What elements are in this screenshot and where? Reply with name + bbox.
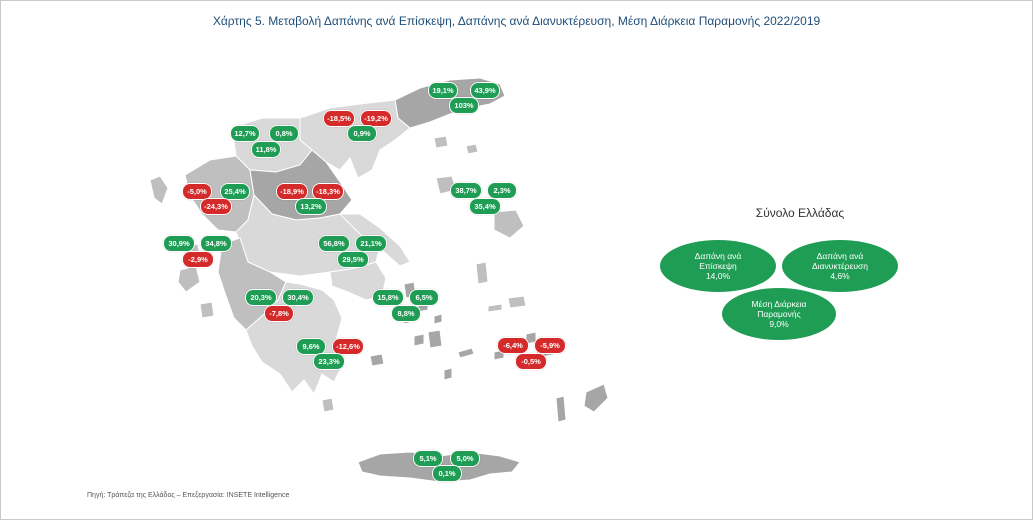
totals-title: Σύνολο Ελλάδας bbox=[755, 206, 845, 220]
island-milos bbox=[370, 354, 384, 366]
island-santorini bbox=[444, 368, 452, 380]
badge-central-macedonia-visit: -18,5% bbox=[323, 110, 355, 127]
island-zakynthos bbox=[200, 302, 214, 318]
total-spend-per-night bbox=[782, 240, 898, 292]
badge-attica-stay: 8,8% bbox=[391, 305, 421, 322]
badge-epirus-stay: -24,3% bbox=[200, 198, 232, 215]
island-samos bbox=[508, 296, 526, 308]
badge-ionian-visit: 30,9% bbox=[163, 235, 195, 252]
badge-thessaly-visit: -18,9% bbox=[276, 183, 308, 200]
badge-crete-night: 5,0% bbox=[450, 450, 480, 467]
island-naxos bbox=[428, 330, 442, 348]
island-amorgos bbox=[458, 348, 474, 358]
badge-attica-night: 6,5% bbox=[409, 289, 439, 306]
badge-western-macedonia-visit: 12,7% bbox=[230, 125, 260, 142]
total-avg-stay bbox=[722, 288, 836, 340]
badge-central-greece-night: 21,1% bbox=[355, 235, 387, 252]
badge-western-greece-visit: 20,3% bbox=[245, 289, 277, 306]
total-spend-per-visit bbox=[660, 240, 776, 292]
badge-crete-stay: 0,1% bbox=[432, 465, 462, 482]
island-chios bbox=[476, 262, 488, 284]
badge-central-macedonia-stay: 0,9% bbox=[347, 125, 377, 142]
badge-western-greece-stay: -7,8% bbox=[264, 305, 294, 322]
island-paros bbox=[414, 334, 424, 346]
badge-central-greece-stay: 29,5% bbox=[337, 251, 369, 268]
source-note: Πηγή: Τράπεζα της Ελλάδος – Επεξεργασία: INSETE Intelligence bbox=[87, 492, 290, 499]
badge-east-macedonia-thrace-night: 43,9% bbox=[470, 82, 500, 99]
badge-south-aegean-night: -5,9% bbox=[534, 337, 566, 354]
badge-epirus-night: 25,4% bbox=[220, 183, 250, 200]
total-spend-per-visit-label: Δαπάνη ανά Επίσκεψη bbox=[694, 251, 742, 271]
badge-crete-visit: 5,1% bbox=[413, 450, 443, 467]
badge-peloponnese-stay: 23,3% bbox=[313, 353, 345, 370]
badge-thessaly-stay: 13,2% bbox=[295, 198, 327, 215]
badge-north-aegean-visit: 38,7% bbox=[450, 182, 482, 199]
badge-ionian-stay: -2,9% bbox=[182, 251, 214, 268]
island-thasos bbox=[434, 136, 448, 148]
island-samothraki bbox=[466, 144, 478, 154]
badge-peloponnese-night: -12,6% bbox=[332, 338, 364, 355]
badge-epirus-visit: -5,0% bbox=[182, 183, 212, 200]
badge-central-macedonia-night: -19,2% bbox=[360, 110, 392, 127]
badge-thessaly-night: -18,3% bbox=[312, 183, 344, 200]
badge-attica-visit: 15,8% bbox=[372, 289, 404, 306]
island-lesvos bbox=[494, 210, 524, 238]
island-karpathos bbox=[556, 396, 566, 422]
badge-north-aegean-night: 2,3% bbox=[487, 182, 517, 199]
total-avg-stay-value: 9,0% bbox=[769, 319, 789, 329]
total-spend-per-night-value: 4,6% bbox=[830, 271, 850, 281]
badge-western-macedonia-stay: 11,8% bbox=[251, 141, 281, 158]
badge-peloponnese-visit: 9,6% bbox=[296, 338, 326, 355]
badge-central-greece-visit: 56,8% bbox=[318, 235, 350, 252]
island-kythira bbox=[322, 398, 334, 412]
island-rhodes bbox=[584, 384, 608, 412]
total-avg-stay-label: Μέση Διάρκεια Παραμονής bbox=[751, 299, 807, 319]
total-spend-per-night-label: Δαπάνη ανά Διανυκτέρευση bbox=[811, 251, 869, 271]
badge-western-greece-night: 30,4% bbox=[282, 289, 314, 306]
map-title: Χάρτης 5. Μεταβολή Δαπάνης ανά Επίσκεψη, Δαπάνης ανά Διανυκτέρευση, Μέση Διάρκεια Παραμονής 2022/2019 bbox=[212, 14, 821, 28]
island-corfu bbox=[150, 176, 168, 204]
badge-ionian-night: 34,8% bbox=[200, 235, 232, 252]
badge-north-aegean-stay: 35,4% bbox=[469, 198, 501, 215]
total-spend-per-visit-value: 14,0% bbox=[705, 271, 731, 281]
badge-south-aegean-visit: -6,4% bbox=[497, 337, 529, 354]
badge-east-macedonia-thrace-stay: 103% bbox=[449, 97, 479, 114]
island-kefalonia bbox=[178, 266, 200, 292]
badge-western-macedonia-night: 0,8% bbox=[269, 125, 299, 142]
badge-east-macedonia-thrace-visit: 19,1% bbox=[428, 82, 458, 99]
island-mykonos bbox=[434, 314, 442, 324]
island-ikaria bbox=[488, 304, 502, 312]
badge-south-aegean-stay: -0,5% bbox=[515, 353, 547, 370]
